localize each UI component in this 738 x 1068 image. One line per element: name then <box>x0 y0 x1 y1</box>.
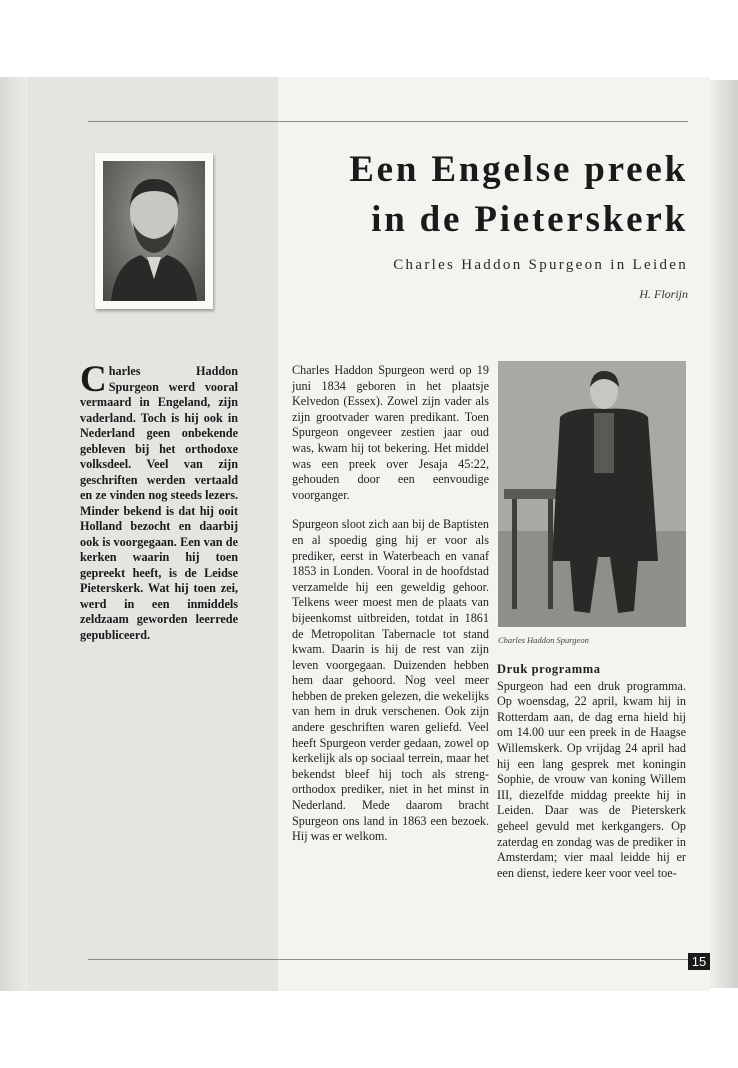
body-paragraph-3: Spurgeon had een druk programma. Op woensdag, 22 april, kwam hij in Rotterdam aan, de dag erna hield hij om 14.00 uur een preek in de Haagse Willemskerk. Op vrijdag 24 april had hij een lang gesprek met koningin Sophie, de vrouw van koning Willem III, diezelfde middag preekte hij in Leiden. Daar was de Pieterskerk geheel gevuld met kerkgangers. Op zaterdag en zondag was de prediker in Amsterdam; vier maal leidde hij er een dienst, iedere keer voor veel toe- <box>497 678 686 880</box>
portrait-illustration <box>103 161 205 301</box>
portrait-photo <box>103 161 205 301</box>
article-subtitle: Charles Haddon Spurgeon in Leiden <box>393 257 688 273</box>
magazine-page <box>28 77 710 991</box>
bottom-rule <box>88 959 688 960</box>
intro-paragraph <box>80 359 238 643</box>
title-line-2: in de Pieterskerk <box>371 199 688 240</box>
standing-photo <box>498 361 686 627</box>
article-author: H. Florijn <box>639 287 688 301</box>
body-paragraph-1: Charles Haddon Spurgeon werd op 19 juni 1834 geboren in het plaatsje Kelvedon (Essex). Zowel zijn vader als zijn grootvader waren predikant. Toen Spurgeon ongeveer zestien jaar oud was, kwam hij tot bekering. Het middel was een preek over Jesaja 45:22, gehouden door een eenvoudige voorganger. <box>292 363 489 502</box>
page-edge-shadow <box>710 80 738 988</box>
photo-caption: Charles Haddon Spurgeon <box>498 635 589 645</box>
page-number: 15 <box>688 953 710 970</box>
article-title <box>288 145 688 245</box>
intro-text: harles Haddon Spurgeon werd vooral vermaard in Engeland, zijn vaderland. Toch is hij ook in Nederland geen onbekende gebleven bij het orthodoxe volksdeel. Veel van zijn geschriften werden vertaald en ze vinden nog steeds lezers. Minder bekend is dat hij ooit Holland bezocht en daarbij ook is voorgegaan. Een van de kerken waarin hij toen gepreekt heeft, is de Leidse Pieterskerk. Wat hij toen zei, werd in een inmiddels zeldzaam geworden leerrede gepubliceerd. <box>80 364 238 642</box>
portrait-frame <box>95 153 213 309</box>
top-rule <box>88 121 688 122</box>
title-line-1: Een Engelse preek <box>349 149 688 190</box>
body-column-2 <box>497 662 686 895</box>
drop-cap: C <box>80 359 107 400</box>
page-spine-shadow <box>0 77 28 991</box>
body-column-1 <box>292 363 489 859</box>
body-paragraph-2: Spurgeon sloot zich aan bij de Baptisten en al spoedig ging hij er voor als prediker, eerst in Waterbeach en vanaf 1853 in Londen. Vooral in de hoofdstad verzamelde hij een geweldig gehoor. Telkens weer moest men de plaats van bijeenkomst uitbreiden, totdat in 1861 de Metropolitan Tabernacle tot stand kwam. Daarin is hij de rest van zijn leven voorgegaan. Duizenden hebben hem daar gehoord. Nog veel meer hebben de preken gelezen, die wekelijks van hem in druk verschenen. Ook zijn andere geschriften waren geliefd. Veel heeft Spurgeon verder gedaan, zowel op kerkelijk als op sociaal terrein, maar het bekendst bleef hij toch als streng-orthodox prediker, niet in het minst in Nederland. Mede daarom bracht Spurgeon ons land in 1863 een bezoek. Hij was er welkom. <box>292 517 489 844</box>
standing-figure-illustration <box>498 361 686 627</box>
section-heading: Druk programma <box>497 662 601 676</box>
